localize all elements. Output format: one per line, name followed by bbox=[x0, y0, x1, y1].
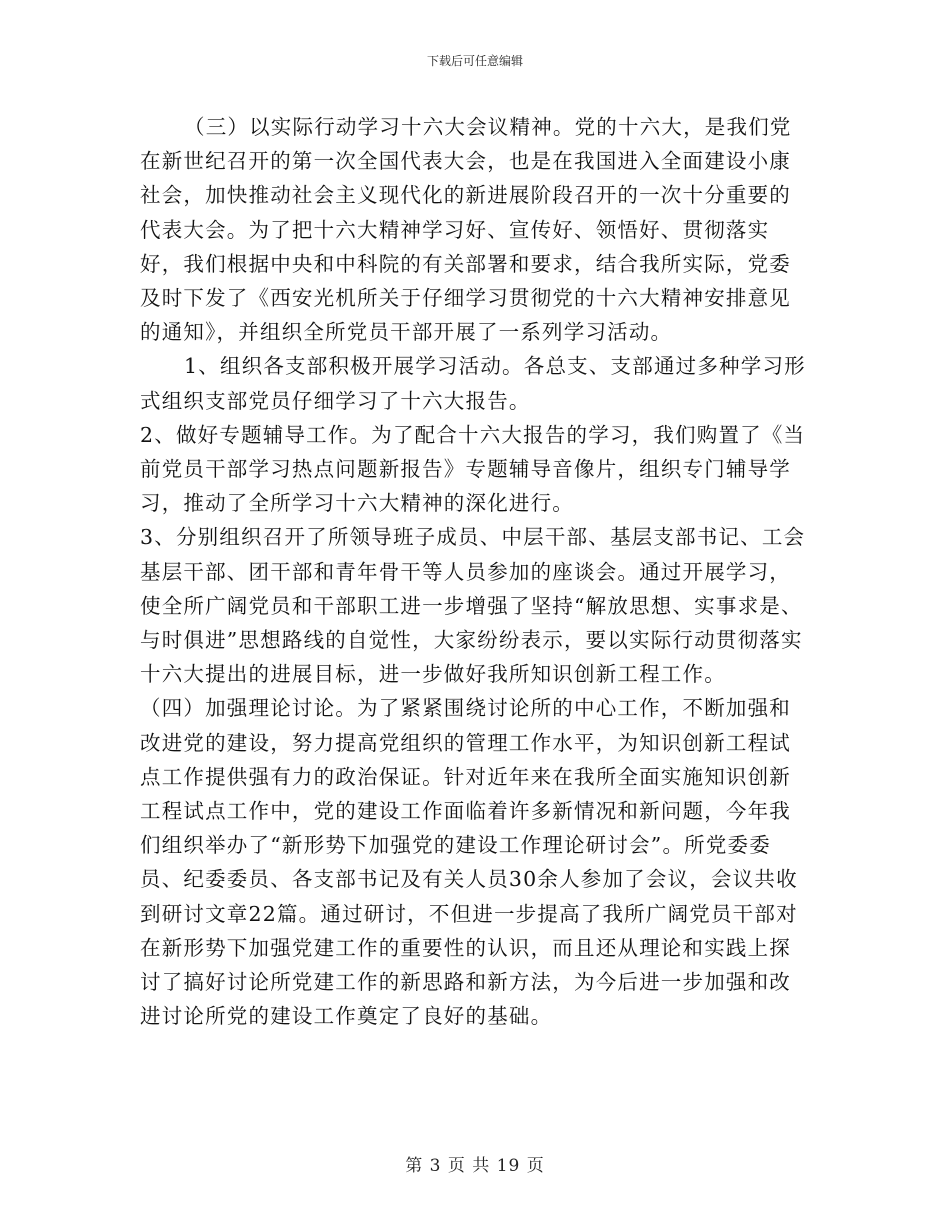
page-number-footer: 第 3 页 共 19 页 bbox=[405, 1156, 545, 1176]
document-body bbox=[140, 110, 812, 1033]
page-header-note: 下载后可任意编辑 bbox=[426, 54, 523, 68]
paragraph-item-3: 3、分别组织召开了所领导班子成员、中层干部、基层支部书记、工会基层干部、团干部和青年骨干等人员参加的座谈会。通过开展学习，使全所广阔党员和干部职工进一步增强了坚持“解放思想、实事求是、与时俱进”思想路线的自觉性，大家纷纷表示，要以实际行动贯彻落实十六大提出的进展目标，进一步做好我所知识创新工程工作。 bbox=[140, 525, 806, 687]
paragraph-item-1: 1、组织各支部积极开展学习活动。各总支、支部通过多种学习形式组织支部党员仔细学习了十六大报告。 bbox=[140, 354, 806, 413]
paragraph-item-2: 2、做好专题辅导工作。为了配合十六大报告的学习，我们购置了《当前党员干部学习热点问题新报告》专题辅导音像片，组织专门辅导学习，推动了全所学习十六大精神的深化进行。 bbox=[140, 422, 806, 516]
paragraph-section-3: （三）以实际行动学习十六大会议精神。党的十六大，是我们党在新世纪召开的第一次全国代表大会，也是在我国进入全面建设小康社会，加快推动社会主义现代化的新进展阶段召开的一次十分重要的代表大会。为了把十六大精神学习好、宣传好、领悟好、贯彻落实好，我们根据中央和中科院的有关部署和要求，结合我所实际，党委及时下发了《西安光机所关于仔细学习贯彻党的十六大精神安排意见的通知》，并组织全所党员干部开展了一系列学习活动。 bbox=[140, 115, 792, 345]
paragraph-section-4: （四）加强理论讨论。为了紧紧围绕讨论所的中心工作，不断加强和改进党的建设，努力提高党组织的管理工作水平，为知识创新工程试点工作提供强有力的政治保证。针对近年来在我所全面实施知识创新工程试点工作中，党的建设工作面临着许多新情况和新问题，今年我们组织举办了“新形势下加强党的建设工作理论研讨会”。所党委委员、纪委委员、各支部书记及有关人员30余人参加了会议，会议共收到研讨文章22篇。通过研讨，不但进一步提高了我所广阔党员干部对在新形势下加强党建工作的重要性的认识，而且还从理论和实践上探讨了搞好讨论所党建工作的新思路和新方法，为今后进一步加强和改进讨论所党的建设工作奠定了良好的基础。 bbox=[140, 696, 798, 1029]
